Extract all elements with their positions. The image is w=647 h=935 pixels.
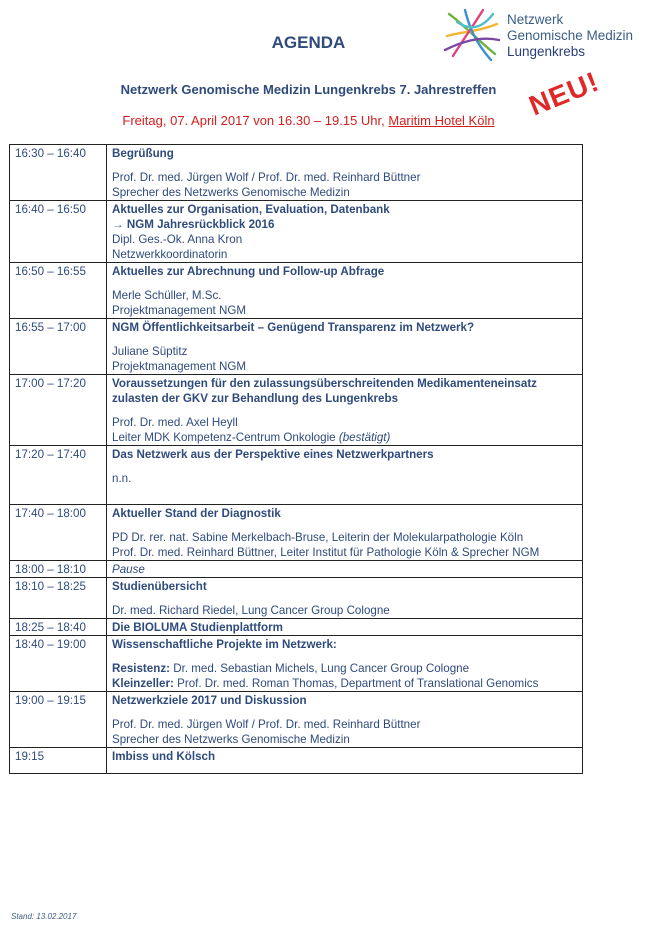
agenda-time: 17:40 – 18:00 bbox=[10, 505, 107, 561]
agenda-row bbox=[10, 446, 583, 505]
event-date-line bbox=[0, 113, 617, 128]
session-subtitle: → NGM Jahresrückblick 2016 bbox=[112, 218, 275, 231]
agenda-content bbox=[107, 619, 583, 636]
agenda-row bbox=[10, 636, 583, 692]
spacer bbox=[112, 652, 577, 661]
spacer bbox=[112, 279, 577, 288]
agenda-time: 16:50 – 16:55 bbox=[10, 263, 107, 319]
project-speaker: Dr. med. Sebastian Michels, Lung Cancer Group Cologne bbox=[173, 662, 470, 675]
network-logo-icon bbox=[443, 6, 501, 62]
project-label: Kleinzeller: bbox=[112, 677, 174, 690]
speaker-line: Prof. Dr. med. Jürgen Wolf / Prof. Dr. med. Reinhard Büttner bbox=[112, 171, 421, 184]
agenda-content bbox=[107, 578, 583, 619]
agenda-time: 16:30 – 16:40 bbox=[10, 145, 107, 201]
agenda-table bbox=[9, 144, 583, 774]
session-title: Aktuelles zur Organisation, Evaluation, Datenbank bbox=[112, 203, 390, 216]
agenda-row bbox=[10, 619, 583, 636]
session-title: Netzwerkziele 2017 und Diskussion bbox=[112, 694, 307, 707]
document-date: Stand: 13.02.2017 bbox=[11, 912, 77, 921]
network-logo bbox=[443, 6, 643, 62]
agenda-time: 19:15 bbox=[10, 748, 107, 774]
session-title: Studienübersicht bbox=[112, 580, 207, 593]
agenda-row bbox=[10, 748, 583, 774]
agenda-row bbox=[10, 578, 583, 619]
agenda-time: 19:00 – 19:15 bbox=[10, 692, 107, 748]
agenda-content bbox=[107, 748, 583, 774]
agenda-row bbox=[10, 145, 583, 201]
agenda-time: 18:25 – 18:40 bbox=[10, 619, 107, 636]
session-title: Wissenschaftliche Projekte im Netzwerk: bbox=[112, 638, 337, 651]
agenda-row bbox=[10, 263, 583, 319]
speaker-line: Projektmanagement NGM bbox=[112, 304, 247, 317]
spacer bbox=[112, 161, 577, 170]
speaker-line: Netzwerkkoordinatorin bbox=[112, 248, 228, 261]
page-title: AGENDA bbox=[271, 33, 346, 52]
agenda-content bbox=[107, 375, 583, 446]
spacer bbox=[112, 594, 577, 603]
agenda-time: 18:00 – 18:10 bbox=[10, 561, 107, 578]
network-logo-text bbox=[507, 12, 633, 60]
speaker-line: PD Dr. rer. nat. Sabine Merkelbach-Bruse, Leiterin der Molekularpathologie Köln bbox=[112, 531, 524, 544]
agenda-time: 18:10 – 18:25 bbox=[10, 578, 107, 619]
spacer bbox=[112, 495, 577, 504]
agenda-content bbox=[107, 201, 583, 263]
agenda-content bbox=[107, 505, 583, 561]
agenda-content bbox=[107, 446, 583, 505]
project-line bbox=[112, 676, 577, 691]
session-break: Pause bbox=[112, 563, 145, 576]
logo-line-1: Netzwerk bbox=[507, 12, 564, 27]
speaker-line: Prof. Dr. med. Reinhard Büttner, Leiter Institut für Pathologie Köln & Sprecher NGM bbox=[112, 546, 540, 559]
speaker-line: Prof. Dr. med. Axel Heyll bbox=[112, 416, 238, 429]
speaker-line: Dr. med. Richard Riedel, Lung Cancer Group Cologne bbox=[112, 604, 390, 617]
logo-line-2: Genomische Medizin bbox=[507, 28, 634, 43]
spacer bbox=[112, 462, 577, 471]
speaker-line: Prof. Dr. med. Jürgen Wolf / Prof. Dr. med. Reinhard Büttner bbox=[112, 718, 421, 731]
spacer bbox=[112, 521, 577, 530]
spacer bbox=[112, 335, 577, 344]
session-title: Die BIOLUMA Studienplattform bbox=[112, 621, 283, 634]
agenda-content bbox=[107, 692, 583, 748]
logo-line-3: Lungenkrebs bbox=[507, 44, 586, 59]
agenda-time: 17:00 – 17:20 bbox=[10, 375, 107, 446]
event-date: Freitag, 07. April 2017 von 16.30 – 19.15 Uhr, bbox=[122, 113, 389, 128]
agenda-content bbox=[107, 263, 583, 319]
speaker-line: Sprecher des Netzwerks Genomische Medizin bbox=[112, 733, 350, 746]
project-line bbox=[112, 661, 577, 676]
confirmation-note: (bestätigt) bbox=[338, 431, 391, 444]
agenda-row bbox=[10, 201, 583, 263]
speaker-line bbox=[112, 430, 577, 445]
agenda-row bbox=[10, 375, 583, 446]
spacer bbox=[112, 486, 577, 495]
project-label: Resistenz: bbox=[112, 662, 170, 675]
agenda-row bbox=[10, 319, 583, 375]
session-title: Aktueller Stand der Diagnostik bbox=[112, 507, 281, 520]
agenda-content bbox=[107, 636, 583, 692]
agenda-content bbox=[107, 145, 583, 201]
agenda-time: 17:20 – 17:40 bbox=[10, 446, 107, 505]
spacer bbox=[112, 764, 577, 773]
spacer bbox=[112, 406, 577, 415]
speaker-line: Dipl. Ges.-Ok. Anna Kron bbox=[112, 233, 243, 246]
speaker-line: Merle Schüller, M.Sc. bbox=[112, 289, 222, 302]
new-stamp: NEU! bbox=[524, 65, 604, 122]
event-subtitle: Netzwerk Genomische Medizin Lungenkrebs 7. Jahrestreffen bbox=[120, 82, 497, 97]
agenda-content bbox=[107, 319, 583, 375]
session-title: Voraussetzungen für den zulassungsüberschreitenden Medikamenteneinsatz zulasten der GKV zur Behandlung des Lungenkrebs bbox=[112, 377, 537, 405]
session-title: Aktuelles zur Abrechnung und Follow-up Abfrage bbox=[112, 265, 385, 278]
session-title: NGM Öffentlichkeitsarbeit – Genügend Transparenz im Netzwerk? bbox=[112, 321, 475, 334]
session-title: Imbiss und Kölsch bbox=[112, 750, 216, 763]
agenda-time: 16:55 – 17:00 bbox=[10, 319, 107, 375]
agenda-time: 16:40 – 16:50 bbox=[10, 201, 107, 263]
session-title: Begrüßung bbox=[112, 147, 174, 160]
agenda-table-body bbox=[10, 145, 583, 774]
agenda-row bbox=[10, 692, 583, 748]
speaker-line: Projektmanagement NGM bbox=[112, 360, 247, 373]
speaker-line: n.n. bbox=[112, 472, 132, 485]
event-venue: Maritim Hotel Köln bbox=[388, 113, 495, 128]
spacer bbox=[112, 708, 577, 717]
project-speaker: Prof. Dr. med. Roman Thomas, Department of Translational Genomics bbox=[177, 677, 539, 690]
speaker-line: Juliane Süptitz bbox=[112, 345, 188, 358]
agenda-row bbox=[10, 561, 583, 578]
agenda-content bbox=[107, 561, 583, 578]
agenda-time: 18:40 – 19:00 bbox=[10, 636, 107, 692]
speaker-affiliation: Leiter MDK Kompetenz-Centrum Onkologie bbox=[112, 431, 336, 444]
session-title: Das Netzwerk aus der Perspektive eines Netzwerkpartners bbox=[112, 448, 434, 461]
agenda-row bbox=[10, 505, 583, 561]
speaker-line: Sprecher des Netzwerks Genomische Medizin bbox=[112, 186, 350, 199]
